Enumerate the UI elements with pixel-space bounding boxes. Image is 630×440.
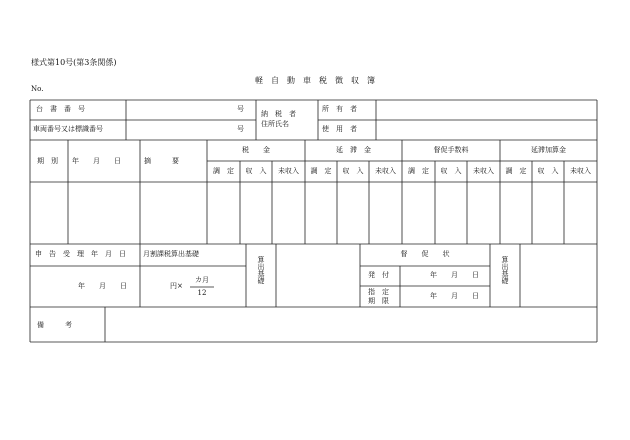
number-label: No. <box>31 85 44 93</box>
monthly-basis-label: 月割課税算出基礎 <box>143 250 199 258</box>
owner-label: 所 有 者 <box>322 105 357 113</box>
group-header-reminder-fee: 督促手数料 <box>433 146 469 154</box>
sub-col-assessed: 調 定 <box>213 167 234 175</box>
period-header: 期 別 <box>37 157 58 165</box>
sub-col-assessed: 調 定 <box>310 167 332 175</box>
formula-prefix: 円× <box>170 282 183 290</box>
taxpayer-label-line2: 住所氏名 <box>261 120 289 128</box>
issued-label: 発 付 <box>368 271 389 279</box>
ledger-number-label: 台 書 番 号 <box>36 105 85 113</box>
sub-col-unreceived: 未収入 <box>375 167 396 175</box>
group-header-late-fee: 延 滞 金 <box>336 146 371 154</box>
calc-basis-label-left: 算出基礎 <box>257 256 265 284</box>
form-title: 軽 自 動 車 税 徴 収 簿 <box>255 76 375 85</box>
formula-denominator: 12 <box>197 289 207 297</box>
calc-basis-label-right: 算出基礎 <box>501 256 509 284</box>
sub-col-assessed: 調 定 <box>408 167 429 175</box>
reminder-header: 督 促 状 <box>400 250 450 258</box>
form-number: 様式第10号(第3条関係) <box>31 58 117 67</box>
taxpayer-label-line1: 納 税 者 <box>261 110 296 118</box>
user-label: 使 用 者 <box>322 125 357 133</box>
designated-label-line1: 指 定 <box>368 288 389 296</box>
formula-numerator: カ月 <box>195 276 209 284</box>
remarks-label: 備 考 <box>37 321 72 329</box>
date-header: 年 月 日 <box>72 157 121 165</box>
sub-col-received: 収 入 <box>440 167 462 175</box>
designated-date-value: 年 月 日 <box>430 292 479 300</box>
sub-col-received: 収 入 <box>342 167 364 175</box>
sub-col-assessed: 調 定 <box>505 167 527 175</box>
summary-header: 摘 要 <box>144 157 179 165</box>
sub-col-unreceived: 未収入 <box>473 167 494 175</box>
vehicle-go-suffix: 号 <box>237 125 244 133</box>
issued-date-value: 年 月 日 <box>430 271 479 279</box>
designated-label-line2: 期 限 <box>368 297 389 305</box>
filing-date-label: 申 告 受 理 年 月 日 <box>35 250 126 258</box>
ledger-go-suffix: 号 <box>237 105 244 113</box>
group-header-tax: 税 金 <box>242 146 270 154</box>
vehicle-number-label: 車両番号又は標識番号 <box>33 125 103 133</box>
group-header-late-surcharge: 延滞加算金 <box>531 146 566 154</box>
sub-col-received: 収 入 <box>245 167 267 175</box>
sub-col-unreceived: 未収入 <box>278 167 299 175</box>
filing-date-value: 年 月 日 <box>78 282 127 290</box>
sub-col-unreceived: 未収入 <box>570 167 591 175</box>
sub-col-received: 収 入 <box>537 167 559 175</box>
